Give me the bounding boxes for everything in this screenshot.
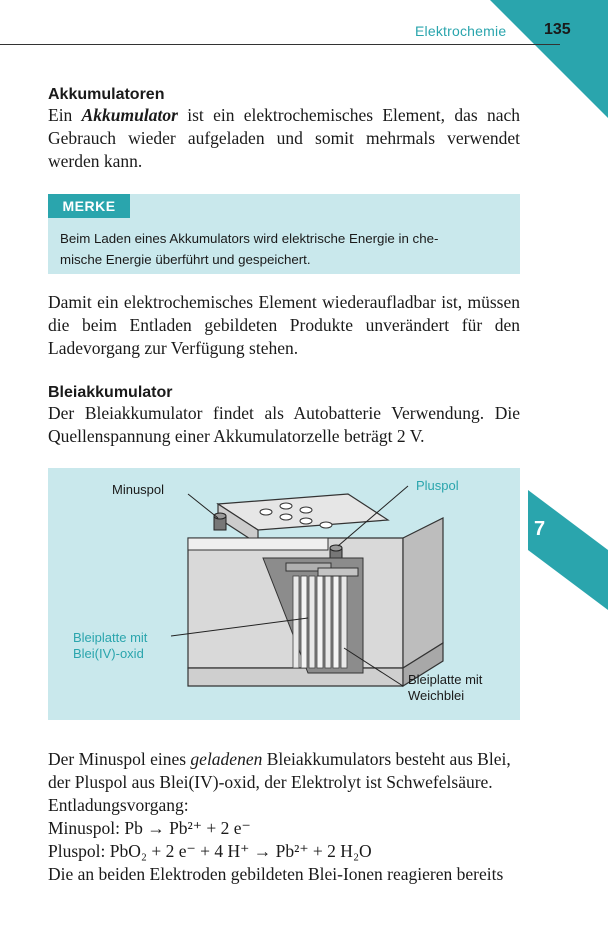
heading-bleiakkumulator: Bleiakkumulator <box>48 384 173 401</box>
label-bleiplatte-weich-line2: Weichblei <box>408 688 465 703</box>
header-rule <box>0 44 560 45</box>
term-geladenen: geladenen <box>190 749 263 769</box>
bottom-line-last: Die an beiden Elektroden gebildeten Blei-Ionen reagieren bereits <box>48 864 504 884</box>
chapter-tab-number: 7 <box>534 518 546 540</box>
merke-label: MERKE <box>48 194 130 218</box>
merke-line-1: Beim Laden eines Akkumulators wird elektrische Energie in che- <box>60 231 439 246</box>
section-wiederaufladbar <box>48 291 520 360</box>
section-akkumulatoren <box>48 86 520 173</box>
equation-pluspol: Pluspol: PbO₂ + 2 e⁻ + 4 H⁺ → Pb²⁺ + 2 H₂O <box>48 841 372 861</box>
section-entladung <box>48 748 520 886</box>
bottom-line-1-post: Bleiakkumulators besteht aus Blei, <box>262 749 511 769</box>
label-minuspol: Minuspol <box>112 482 165 497</box>
paragraph-bleiakkumulator: Der Bleiakkumulator findet als Autobatterie Verwendung. Die Quellenspannung einer Akkumulatorzelle beträgt 2 V. <box>48 403 520 446</box>
paragraph-akkumulator <box>48 104 520 173</box>
section-bleiakkumulator <box>48 384 520 448</box>
label-bleiplatte-oxid-line2: Blei(IV)-oxid <box>73 646 144 661</box>
term-akkumulator: Akkumulator <box>81 105 178 125</box>
bottom-line-3: Entladungsvorgang: <box>48 795 189 815</box>
page-number: 135 <box>544 21 571 38</box>
heading-akkumulatoren: Akkumulatoren <box>48 86 165 103</box>
label-bleiplatte-weichblei <box>408 672 482 704</box>
battery-figure <box>48 468 520 720</box>
text-post: ist ein elektrochemisches Element, das nach Gebrauch wieder aufgeladen und somit mehrmals verwendet werden kann. <box>48 105 520 171</box>
equation-minuspol: Minuspol: Pb → Pb²⁺ + 2 e⁻ <box>48 818 251 838</box>
bottom-line-1 <box>48 748 520 771</box>
paragraph-wiederaufladbar: Damit ein elektrochemisches Element wiederaufladbar ist, müssen die beim Entladen gebildeten Produkte unverändert für den Ladevorgang zur Verfügung stehen. <box>48 292 520 358</box>
text-pre: Ein <box>48 105 82 125</box>
label-bleiplatte-weich-line1: Bleiplatte mit <box>408 672 483 687</box>
chapter-title: Elektrochemie <box>415 23 507 39</box>
label-pluspol: Pluspol <box>416 478 459 493</box>
label-bleiplatte-oxid-line1: Bleiplatte mit <box>73 630 148 645</box>
bottom-line-1-pre: Der Minuspol eines <box>48 749 191 769</box>
label-bleiplatte-oxid <box>73 630 147 662</box>
merke-line-2: mische Energie überführt und gespeichert. <box>60 252 311 267</box>
bottom-line-2: der Pluspol aus Blei(IV)-oxid, der Elektrolyt ist Schwefelsäure. <box>48 772 493 792</box>
chapter-tab <box>528 490 608 610</box>
merke-text <box>60 228 500 270</box>
